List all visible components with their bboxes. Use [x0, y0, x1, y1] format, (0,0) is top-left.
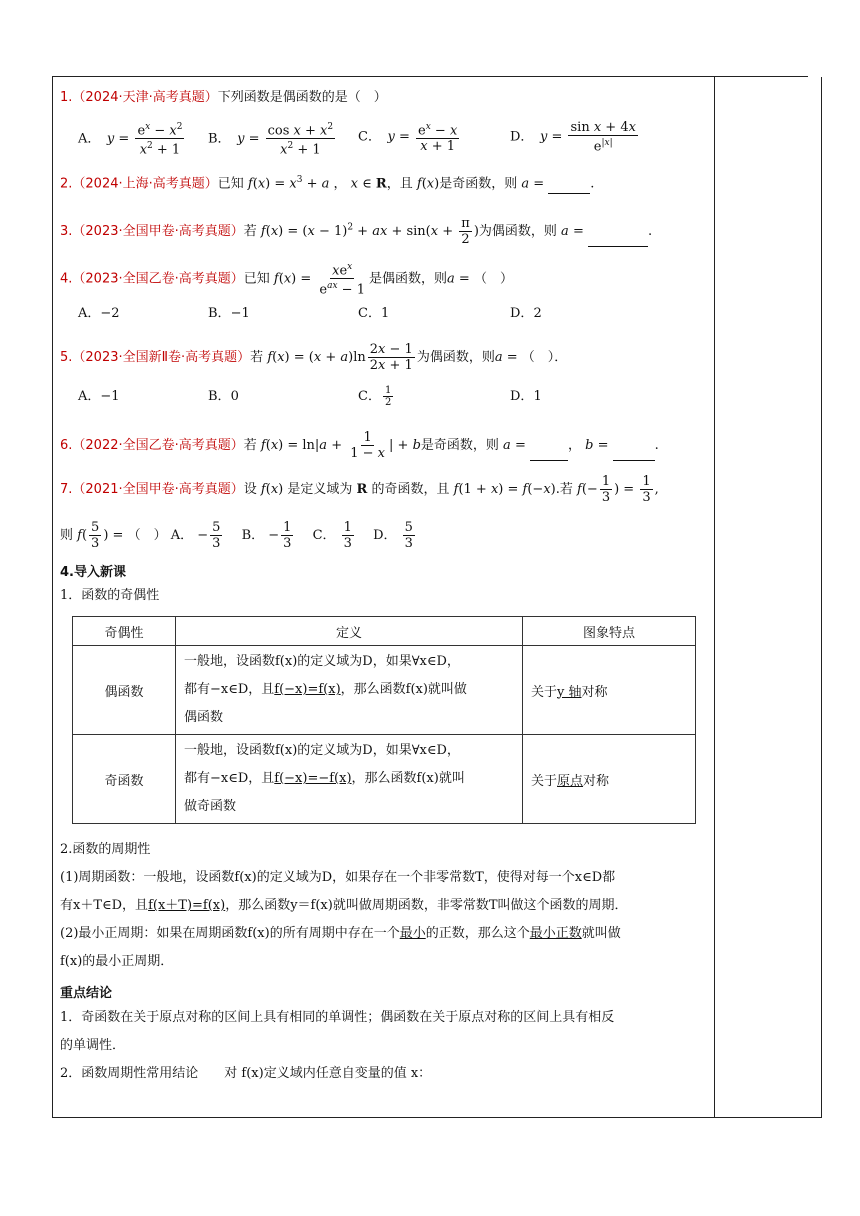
question-7: 7.（2021·全国甲卷·高考真题）设 f(x) 是定义域为 R 的奇函数，且 f(1 + x) = f(−x).若 f(− $\frac{1}{3}$ ) = $\frac{1}{3}$ , [60, 474, 659, 505]
table-row [73, 735, 696, 824]
q7-option-b: B． − $\frac{1}{3}$ [241, 520, 292, 551]
q1-text: 下列函数是偶函数的是（ ） [217, 90, 387, 105]
q5-option-b: B．0 [208, 389, 239, 404]
table-header: 图象特点 [523, 617, 696, 646]
q4-option-b: B．−1 [208, 306, 250, 321]
q4-option-a: A．−2 [78, 306, 120, 321]
key-conclusions-title: 重点结论 [60, 986, 113, 1001]
table-header: 定义 [176, 617, 523, 646]
question-3: 3.（2023·全国甲卷·高考真题）若 $f(x) = (x - 1)^2$ + ax + sin(x + $\frac{\pi}{2}$ )为偶函数，则 a = . [60, 216, 653, 247]
q5-option-c: C． $\frac{1}{2}$ [358, 385, 392, 408]
q1-option-b: B． y = $\frac{\cos x + x^2}{x^2 + 1}$ [208, 122, 334, 158]
q2-answer-blank[interactable] [548, 193, 590, 194]
q6-answer-blank-a[interactable] [530, 460, 568, 461]
row-feature: 关于y 轴对称 [523, 646, 696, 735]
table-row [73, 646, 696, 735]
q1-number: 1. [60, 90, 73, 105]
table-header-row [73, 617, 696, 646]
q6-answer-blank-b[interactable] [613, 460, 655, 461]
conclusion-2: 2．函数周期性常用结论 对 f(x)定义域内任意自变量的值 x： [60, 1066, 432, 1081]
question-1 [60, 88, 387, 108]
section-title: 4.导入新课 [60, 565, 126, 580]
conclusion-1: 1．奇函数在关于原点对称的区间上具有相同的单调性；偶函数在关于原点对称的区间上具有相反 的单调性． [60, 1010, 615, 1053]
question-7-line-2: 则 f( $\frac{5}{3}$ ) = （ ） A． − $\frac{5}{3}$ B． − $\frac{1}{3}$ C． $\frac{1}{3}$ D． $\frac{5}{3}$ [60, 520, 417, 551]
row-name: 偶函数 [73, 646, 176, 735]
q1-option-a: A． y = $\frac{e^x - x^2}{x^2 + 1}$ [78, 122, 183, 158]
row-definition: 一般地，设函数f(x)的定义域为D，如果∀x∈D， 都有−x∈D，且f(−x)=−f(x)，那么函数f(x)就叫 做奇函数 [176, 735, 523, 824]
q7-option-a: A． − $\frac{5}{3}$ [170, 520, 221, 551]
table-header: 奇偶性 [73, 617, 176, 646]
minimum-period-definition: (2)最小正周期：如果在周期函数f(x)的所有周期中存在一个最小的正数，那么这个最小正数就叫做 f(x)的最小正周期． [60, 926, 621, 969]
q1-option-d: D． y = $\frac{\text{sin x + 4x}}{e^{|x|}}$ [510, 120, 636, 155]
question-4: 4.（2023·全国乙卷·高考真题）已知 f(x) = $\frac{xe^x}{e^{ax} - 1}$ 是偶函数，则a = （ ） [60, 262, 513, 298]
q5-option-a: A．−1 [78, 389, 120, 404]
q4-option-d: D．2 [510, 306, 542, 321]
row-feature: 关于原点对称 [523, 735, 696, 824]
q1-option-c: C． y = $\frac{e^x - x}{x + 1}$ [358, 122, 458, 155]
question-6: 6.（2022·全国乙卷·高考真题）若 f(x) = ln|a + $\frac{1}{1 - x}$ | + b是奇函数，则 a = ， b = . [60, 430, 659, 461]
q4-option-c: C．1 [358, 306, 390, 321]
q3-answer-blank[interactable] [588, 246, 648, 247]
subsection-periodicity: 2.函数的周期性 [60, 842, 151, 857]
right-column-divider [714, 77, 715, 1118]
question-2: 2.（2024·上海·高考真题）已知 $f(x) = x^3 + a$ ， x ∈ R，且 f(x)是奇函数，则 a = . [60, 170, 594, 194]
q5-option-d: D．1 [510, 389, 542, 404]
q1-source: （2024·天津·高考真题） [72, 90, 218, 105]
question-5: 5.（2023·全国新Ⅱ卷·高考真题）若 f(x) = (x + a)ln $\frac{2x - 1}{2x + 1}$ 为偶函数，则a = （ ）． [60, 342, 568, 373]
subsection-parity: 1．函数的奇偶性 [60, 588, 160, 603]
q7-option-d: D． $\frac{5}{3}$ [373, 520, 413, 551]
q7-option-c: C． $\frac{1}{3}$ [312, 520, 352, 551]
periodic-function-definition: (1)周期函数：一般地，设函数f(x)的定义域为D，如果存在一个非零常数T，使得对每一个x∈D都 有x＋T∈D，且f(x＋T)=f(x)，那么函数y＝f(x)就叫做周期函数，非零常数T叫做这个函数的周期． [60, 870, 628, 913]
row-name: 奇函数 [73, 735, 176, 824]
row-definition: 一般地，设函数f(x)的定义域为D，如果∀x∈D， 都有−x∈D，且f(−x)=f(x)，那么函数f(x)就叫做 偶函数 [176, 646, 523, 735]
parity-table [72, 616, 696, 824]
